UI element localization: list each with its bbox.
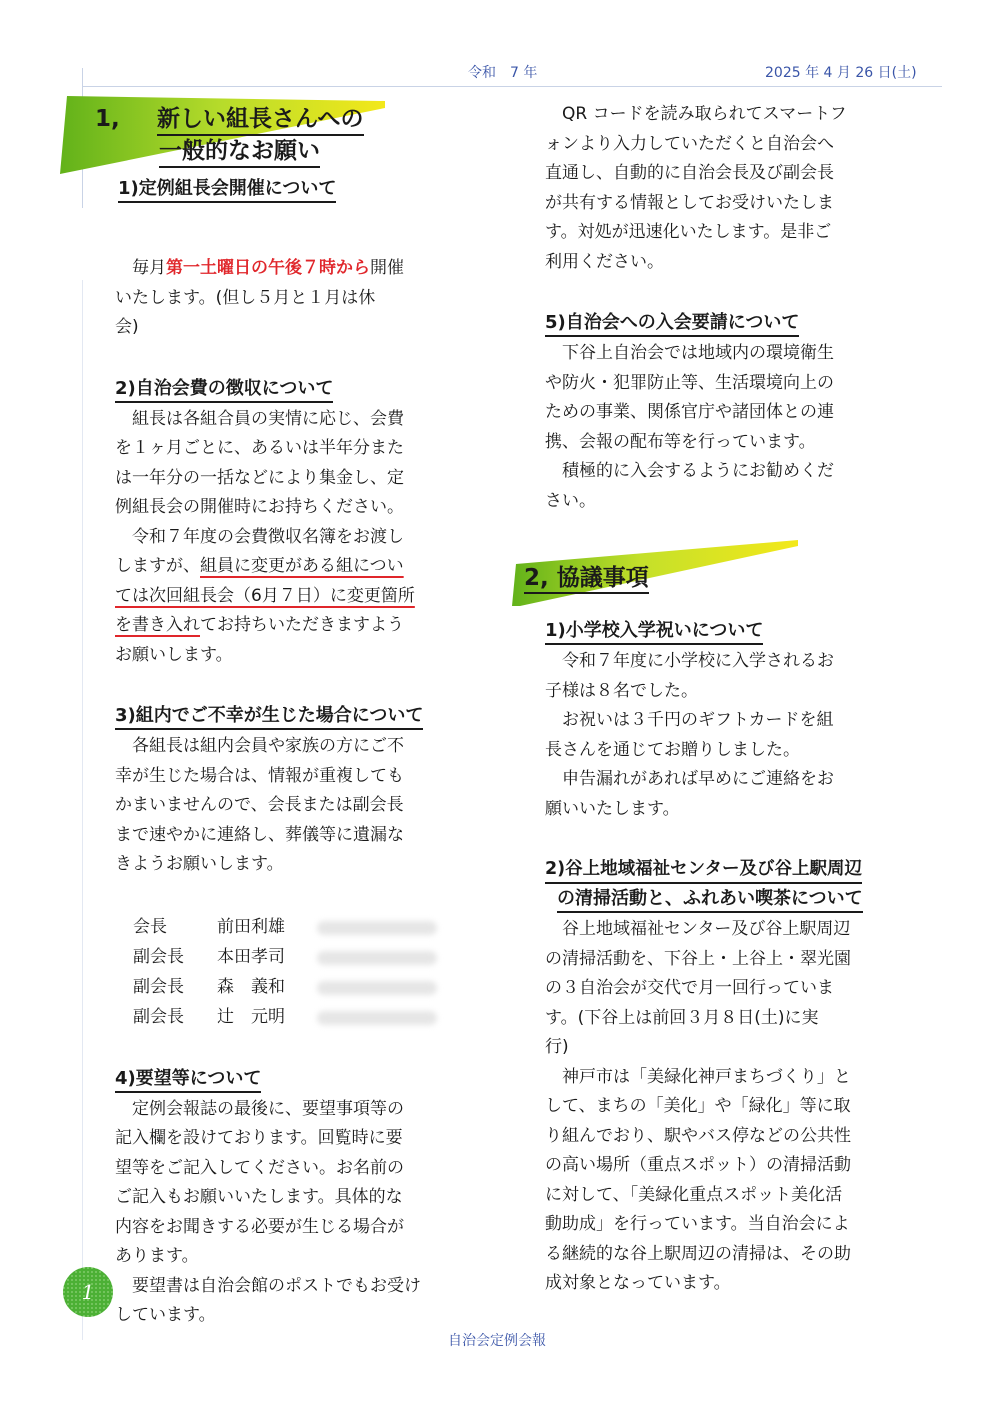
sub3-line: まで速やかに連絡し、葬儀等に遺漏な [115,824,404,845]
s2-sub2-line: 神戸市は「美緑化神戸まちづくり」と [562,1066,851,1087]
sub2-p2-line2: しますが、組員に変更がある組につい [115,556,404,576]
sub1-line3: 会) [115,317,139,337]
sub1-line2: いたします。(但し５月と１月は休 [115,287,376,308]
redacted-phone [317,981,437,995]
sub4-line: 定例会報誌の最後に、要望事項等の [132,1098,404,1119]
sub4-line: ご記入もお願いいたします。具体的な [115,1187,403,1207]
sub5-line: さい。 [545,490,596,511]
sub3-heading: 3)組内でご不幸が生じた場合について [115,703,423,730]
officer-list [133,913,493,1033]
officer-row: 副会長 本田孝司 [133,943,493,973]
sub3-line: 幸が生じた場合は、情報が重複しても [115,765,404,786]
redacted-phone [317,951,437,965]
s2-sub2-line: の清掃活動を、下谷上・上谷上・翠光園 [545,948,851,969]
page-frame-top [82,86,942,87]
sub4-line: 内容をお聞きする必要が生じる場合が [115,1216,404,1237]
change-notice-underline: 組員に変更がある組につい [200,556,404,576]
s2-sub2-line: 動助成」を行っています。当自治会によ [545,1214,850,1234]
sub5-heading: 5)自治会への入会要請について [545,310,799,337]
meeting-time-emphasis: 第一土曜日の午後７時から [166,258,370,278]
section2-title: 2, 協議事項 [524,564,649,594]
sub2-line: は一年分の一括などにより集金し、定 [115,467,404,488]
s2-sub1-heading: 1)小学校入学祝いについて [545,618,763,645]
qr-line: が共有する情報としてお受けいたしま [545,192,834,213]
footer-title: 自治会定例会報 [448,1333,546,1349]
s2-sub2-line: 行) [545,1037,569,1057]
left-column [115,225,493,1331]
qr-line: す。対処が迅速化いたします。是非ご [545,222,832,242]
qr-line: ォンより入力していただくと自治会へ [545,133,834,154]
s2-sub2-line: に対して、「美緑化重点スポット美化活 [545,1184,843,1205]
page-frame-left-lower [82,280,83,1340]
sub4-line: しています。 [115,1305,216,1325]
sub2-heading: 2)自治会費の徴収について [115,376,333,403]
sub5-line: 携、会報の配布等を行っています。 [545,431,816,452]
qr-line: 直通し、自動的に自治会長及び副会長 [545,163,834,183]
officer-row: 副会長 森 義和 [133,973,493,1003]
sub2-p2-line1: 令和７年度の会費徴収名簿をお渡し [132,526,404,547]
s2-sub1-line: お祝いは３千円のギフトカードを組 [562,710,834,730]
sub4-line: あります。 [115,1246,199,1266]
s2-sub1-line: 長さんを通じてお贈りしました。 [545,739,800,760]
s2-sub2-line: 谷上地域福祉センター及び谷上駅周辺 [562,919,851,939]
sub3-line: きようお願いします。 [115,854,284,874]
s2-sub2-line: の高い場所（重点スポット）の清掃活動 [545,1155,851,1175]
s2-sub2-line: 成対象となっています。 [545,1273,731,1293]
qr-line: QR コードを読み取られてスマートフ [562,104,847,124]
page-number-badge [62,1266,114,1318]
sub2-p2-line4: を書き入れてお持ちいただきますよう [115,615,404,635]
sub5-line: 積極的に入会するようにお勧めくだ [562,461,834,481]
section1-title-line1: 新しい組長さんへの [157,104,364,136]
officer-row: 会長 前田利雄 [133,913,493,943]
sub5-line: ための事業、関係官庁や諸団体との連 [545,402,834,422]
sub4-line: 要望書は自治会館のポストでもお受け [132,1275,421,1296]
sub1-heading-wrap [118,172,336,205]
sub2-line: 組長は各組合員の実情に応じ、会費 [132,408,404,429]
sub2-line: 例組長会の開催時にお持ちください。 [115,497,404,517]
sub2-p2-line3: ては次回組長会（6月７日）に変更箇所 [115,585,415,606]
section1-title-line2: 一般的なお願い [159,136,320,168]
sub3-line: 各組長は組内会員や家族の方にご不 [132,736,404,756]
s2-sub2-heading-line1: 2)谷上地域福祉センター及び谷上駅周辺 [545,857,862,884]
s2-sub1-line: 子様は８名でした。 [545,680,698,701]
sub2-line: を１ヶ月ごとに、あるいは半年分また [115,438,404,458]
s2-sub1-line: 願いいたします。 [545,798,680,819]
sub1-line1: 毎月第一土曜日の午後７時から開催 [132,258,404,278]
sub5-line: 下谷上自治会では地域内の環境衛生 [562,343,834,363]
s2-sub2-line: の３自治会が交代で月一回行っていま [545,978,834,998]
sub1-heading: 1)定例組長会開催について [118,176,336,203]
s2-sub1-line: 令和７年度に小学校に入学されるお [562,651,834,671]
s2-sub2-line: す。(下谷上は前回３月８日(土)に実 [545,1007,819,1028]
officer-row: 副会長 辻 元明 [133,1003,493,1033]
page-number: 1 [81,1280,95,1304]
sub5-line: や防火・犯罪防止等、生活環境向上の [545,372,834,393]
redacted-phone [317,921,437,935]
right-column [545,100,925,1299]
sub2-p2-line5: お願いします。 [115,644,233,665]
header-date: 2025 年 4 月 26 日(土) [765,65,917,81]
section1-number: 1, [95,106,120,132]
sub4-line: 望等をご記入してください。お名前の [115,1157,404,1178]
s2-sub2-line: る継続的な谷上駅周辺の清掃は、その助 [545,1243,851,1264]
s2-sub1-line: 申告漏れがあれば早めにご連絡をお [562,769,834,789]
sub3-line: かまいませんので、会長または副会長 [115,795,404,815]
s2-sub2-line: り組んでおり、駅やバス停などの公共性 [545,1125,851,1146]
s2-sub2-heading-line2: の清掃活動と、ふれあい喫茶について [557,886,863,913]
redacted-phone [317,1011,437,1025]
header-era: 令和 7 年 [468,65,538,81]
s2-sub2-line: して、まちの「美化」や「緑化」等に取 [545,1096,851,1116]
qr-line: 利用ください。 [545,251,664,272]
sub4-line: 記入欄を設けております。回覧時に要 [115,1128,403,1148]
sub4-heading: 4)要望等について [115,1066,261,1093]
